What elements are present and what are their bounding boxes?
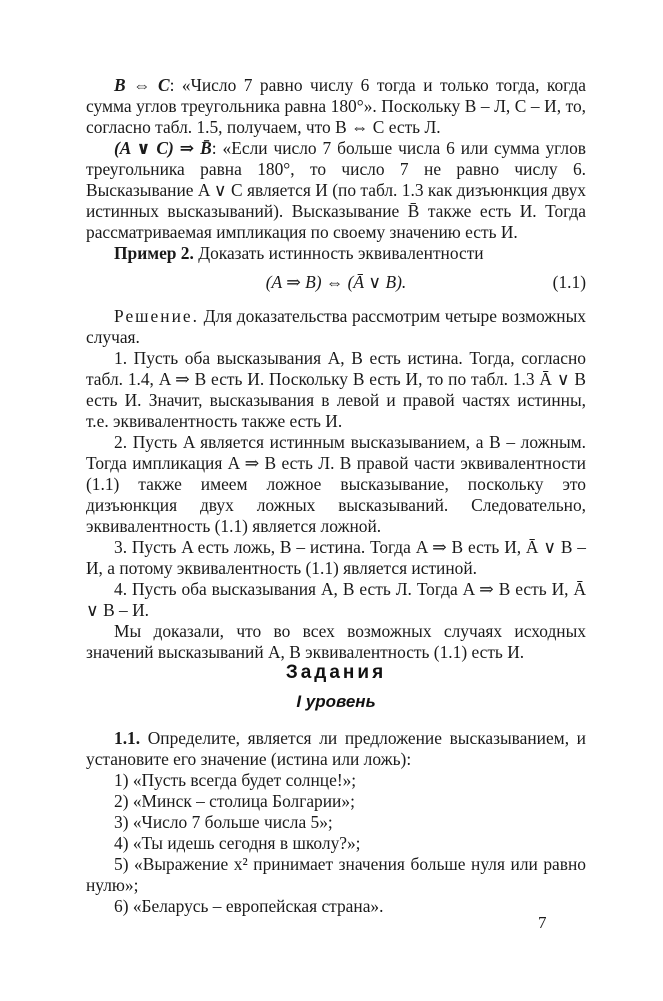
task-1-1: 1.1. Определите, является ли предложение высказыванием, и установите его значение (истина или ложь): [86,728,586,769]
example-2-statement: Пример 2. Доказать истинность эквивалентности [114,243,484,263]
task-item: 5) «Выражение x² принимает значения больше нуля или равно нулю»; [86,854,586,895]
task-item: 3) «Число 7 больше числа 5»; [114,812,333,832]
paragraph-a-or-c-implies-not-b: (A ∨ C) ⇒ B̄: «Если число 7 больше числа 6 или сумма углов треугольника равна 180°, то число 7 не равно числу 6. Высказывание A ∨ C является И (по табл. 1.3 как дизъюнкция двух истинных высказываний). Высказывание B̄ также есть И. Тогда рассматриваемая импликация по своему значению есть И. [86,138,586,242]
task-item: 1) «Пусть всегда будет солнце!»; [114,770,357,790]
page-number: 7 [538,913,547,932]
text-block-top [86,75,586,264]
section-level: I уровень [296,692,376,711]
case-4: 4. Пусть оба высказывания A, B есть Л. Тогда A ⇒ B есть И, Ā ∨ B – И. [86,579,586,620]
task-item: 2) «Минск – столица Болгарии»; [114,791,355,811]
text-block-solution [86,306,586,663]
formula-expression: (A ⇒ B) ⇔ (Ā ∨ B). [265,272,407,292]
solution-intro: Решение. Для доказательства рассмотрим четыре возможных случая. [86,306,586,347]
task-item: 4) «Ты идешь сегодня в школу?»; [114,833,361,853]
task-block [86,728,586,917]
case-3: 3. Пусть A есть ложь, B – истина. Тогда A ⇒ B есть И, Ā ∨ B – И, а потому эквивалентность (1.1) является истиной. [86,537,586,578]
formula-number: (1.1) [552,272,586,292]
conclusion: Мы доказали, что во всех возможных случаях исходных значений высказываний A, B эквивалентность (1.1) есть И. [86,621,586,662]
formula-1-1 [86,272,586,293]
task-item: 6) «Беларусь – европейская страна». [114,896,384,916]
case-1: 1. Пусть оба высказывания A, B есть истина. Тогда, согласно табл. 1.4, A ⇒ B есть И. Поскольку B есть И, то по табл. 1.3 Ā ∨ B есть И. Значит, высказывания в левой и правой частях истинны, т.е. эквивалентность также есть И. [86,348,586,431]
case-2: 2. Пусть A является истинным высказыванием, а B – ложным. Тогда импликация A ⇒ B есть Л. В правой части эквивалентности (1.1) также имеем ложное высказывание, поскольку это дизъюнкция двух ложных высказываний. Следовательно, эквивалентность (1.1) является ложной. [86,432,586,536]
section-title: Задания [285,662,387,683]
paragraph-b-equiv-c: B ⇔ C: «Число 7 равно числу 6 тогда и только тогда, когда сумма углов треугольника равна 180°». Поскольку B – Л, C – И, то, согласно табл. 1.5, получаем, что B ⇔ C есть Л. [86,75,586,137]
